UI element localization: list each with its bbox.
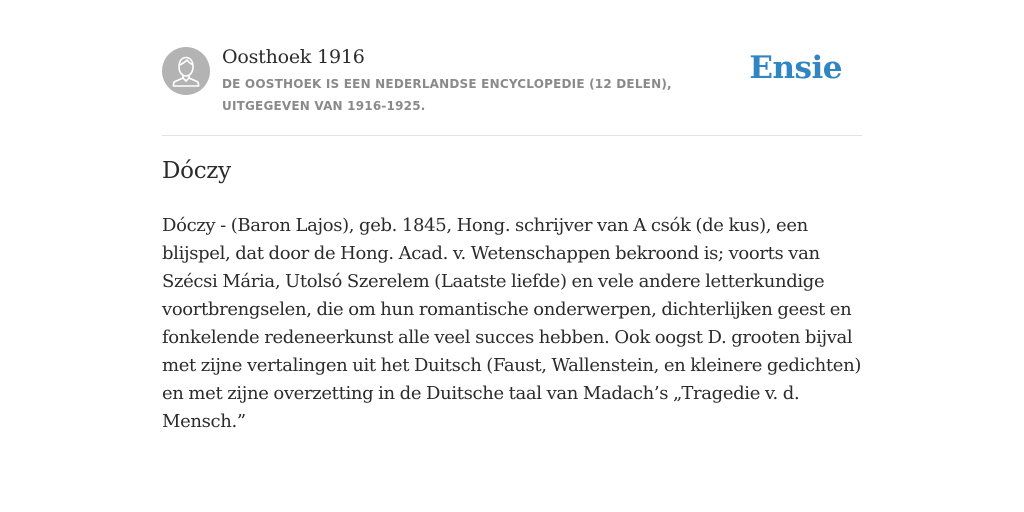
- ensie-logo[interactable]: Ensie: [749, 50, 842, 86]
- entry-body: Dóczy - (Baron Lajos), geb. 1845, Hong. schrijver van A csók (de kus), een blijspel, dat door de Hong. Acad. v. Wetenschappen bekroond is; voorts van Szécsi Mária, Utolsó Szerelem (Laatste liefde) en vele andere letterkundige voortbrengselen, die om hun romantische onderwerpen, dichterlijken geest en fonkelende redeneerkunst alle veel succes hebben. Ook oogst D. grooten bijval met zijne vertalingen uit het Duitsch (Faust, Wallenstein, en kleinere gedichten) en met zijne overzetting in de Duitsche taal van Madach’s „Tragedie v. d. Mensch.”: [162, 215, 862, 432]
- source-title[interactable]: Oosthoek 1916: [222, 46, 365, 68]
- source-header: [162, 44, 862, 136]
- source-avatar[interactable]: [162, 47, 210, 95]
- source-description: DE OOSTHOEK IS EEN NEDERLANDSE ENCYCLOPEDIE (12 DELEN), UITGEGEVEN VAN 1916-1925.: [222, 77, 672, 113]
- user-icon: [162, 47, 210, 95]
- entry-title: Dóczy: [162, 158, 231, 184]
